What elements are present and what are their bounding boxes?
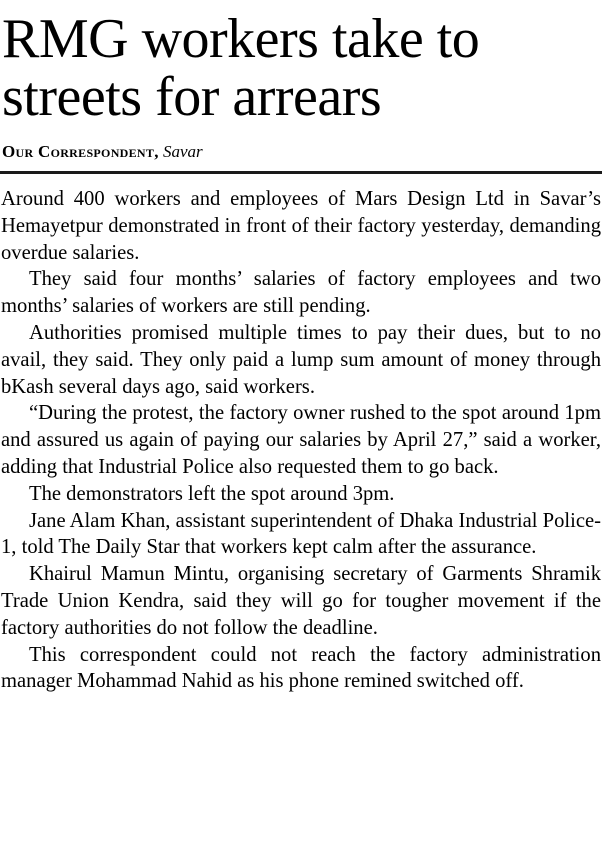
article-paragraph: They said four months’ salaries of factory employees and two months’ salaries of workers are still pending. <box>1 268 601 318</box>
article-paragraph: Authorities promised multiple times to pay their dues, but to no avail, they said. They only paid a lump sum amount of money through bKash several days ago, said workers. <box>1 321 601 398</box>
article-paragraph: Khairul Mamun Mintu, organising secretary of Garments Shramik Trade Union Kendra, said they will go for tougher movement if the factory authorities do not follow the deadline. <box>1 563 601 639</box>
article-body <box>1 186 601 695</box>
article-paragraph: Jane Alam Khan, assistant superintendent of Dhaka Industrial Police-1, told The Daily Star that workers kept calm after the assurance. <box>1 509 601 559</box>
article-paragraph: “During the protest, the factory owner rushed to the spot around 1pm and assured us again of paying our salaries by April 27,” said a worker, adding that Industrial Police also requested them to go back. <box>1 402 601 478</box>
byline-divider <box>0 171 602 174</box>
byline-location: Savar <box>163 142 203 161</box>
article-paragraph: Around 400 workers and employees of Mars Design Ltd in Savar’s Hemayetpur demonstrated in front of their factory yesterday, demanding overdue salaries. <box>1 188 601 264</box>
article-paragraph: The demonstrators left the spot around 3pm. <box>29 482 395 505</box>
byline-author: Our Correspondent, <box>2 142 159 161</box>
headline: RMG workers take to streets for arrears <box>2 8 480 128</box>
article-paragraph: This correspondent could not reach the factory administration manager Mohammad Nahid as his phone remined switched off. <box>1 643 601 693</box>
byline <box>2 141 203 163</box>
